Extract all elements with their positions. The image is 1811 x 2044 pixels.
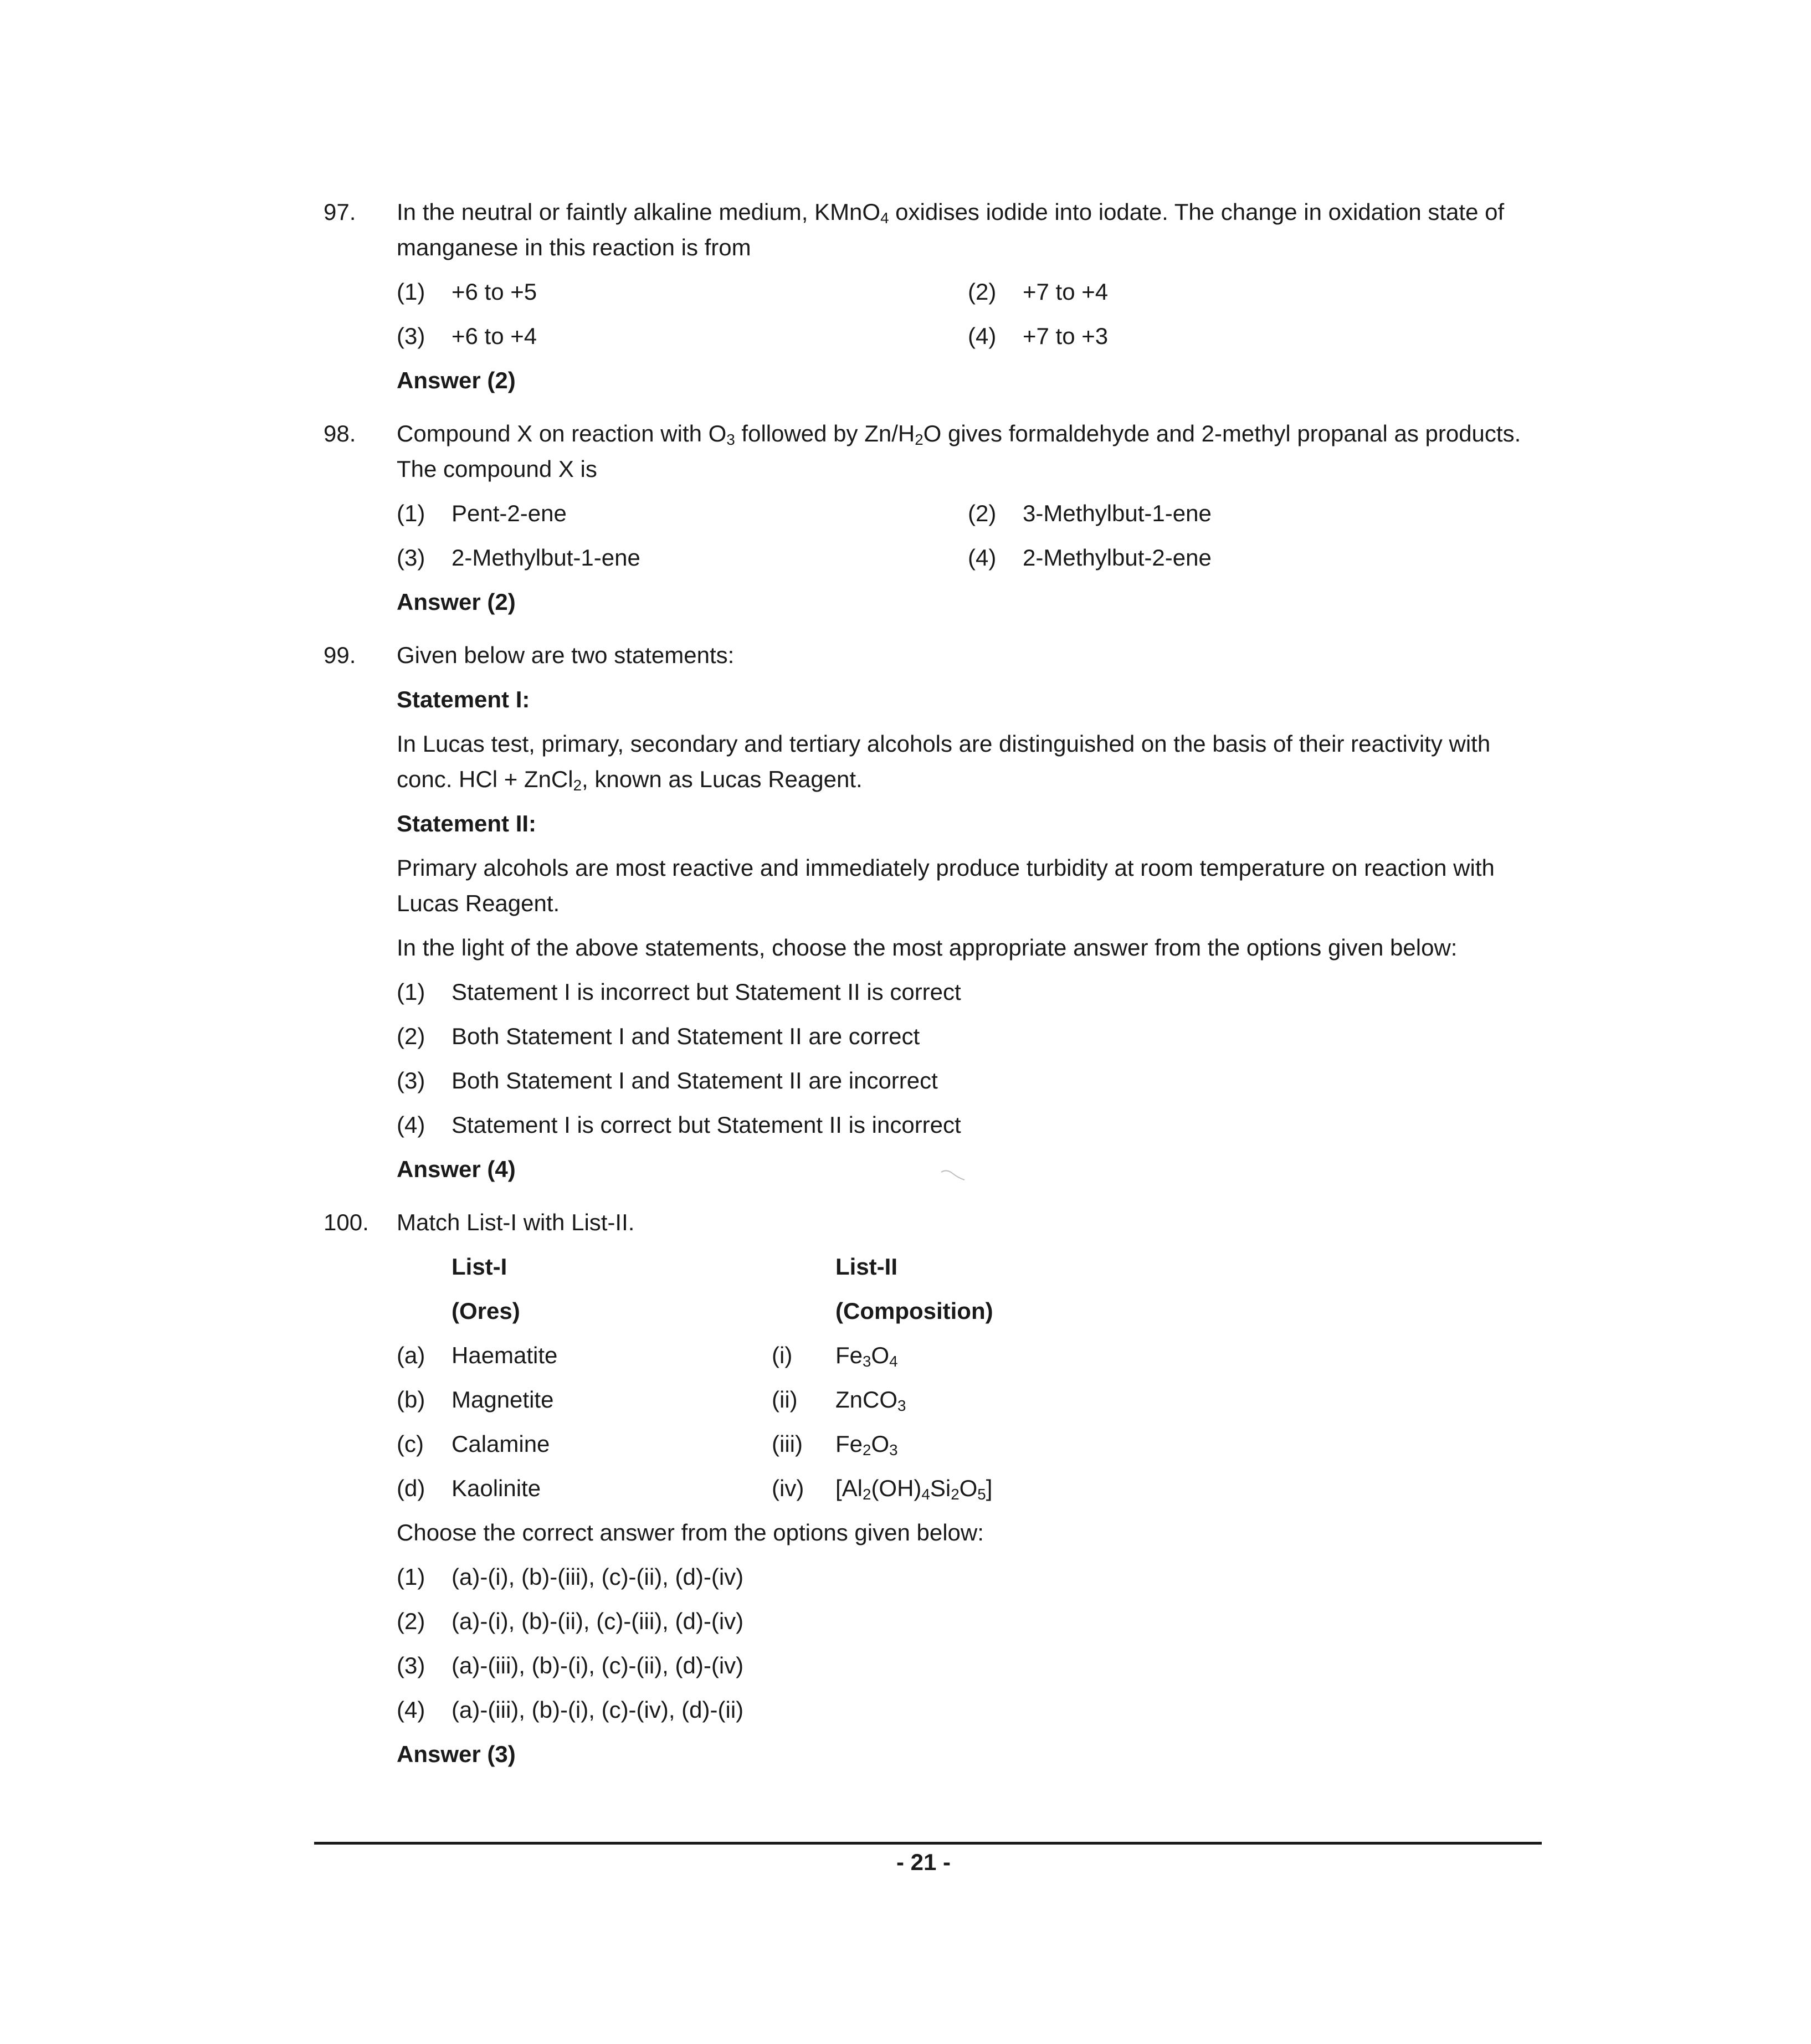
option-number: (4) [397, 1697, 425, 1723]
question-number: 97. [324, 199, 356, 225]
option-number: (2) [397, 1608, 425, 1634]
option-number: (3) [397, 323, 425, 349]
list-2-subheading: (Composition) [835, 1298, 993, 1324]
statement-2-heading: Statement II: [397, 810, 537, 836]
answer-label: Answer (3) [397, 1741, 516, 1767]
answer-label: Answer (2) [397, 367, 516, 393]
option-text: +7 to +3 [1023, 323, 1109, 349]
ore-name: Calamine [452, 1431, 550, 1457]
question-number: 100. [324, 1209, 369, 1235]
composition-formula: ZnCO$_3$ [835, 1386, 906, 1415]
question-stem-continued: manganese in this reaction is from [397, 234, 751, 260]
pen-mark [940, 1168, 966, 1182]
composition-formula: $Fe_3O_4$ [835, 1342, 898, 1370]
ore-name: Haematite [452, 1342, 558, 1368]
composition-formula: $Fe_2O_3$ [835, 1431, 898, 1459]
option-number: (1) [397, 279, 425, 305]
question-stem: Compound X on reaction with $O_3$ followed by $Zn/H_2O$ gives formaldehyde and 2-methyl propanal as products. [397, 420, 1521, 449]
statement-1-heading: Statement I: [397, 686, 530, 712]
answer-label: Answer (2) [397, 589, 516, 615]
row-key: (d) [397, 1475, 425, 1501]
instruction-text: In the light of the above statements, choose the most appropriate answer from the options given below: [397, 934, 1458, 961]
option-number: (1) [397, 979, 425, 1005]
option-number: (4) [968, 323, 997, 349]
row-key: (c) [397, 1431, 424, 1457]
option-number: (3) [397, 1067, 425, 1093]
option-number: (1) [397, 1564, 425, 1590]
question-stem: In the neutral or faintly alkaline medium, KMnO$_4$ oxidises iodide into iodate. The change in oxidation state of [397, 199, 1505, 227]
row-key: (a) [397, 1342, 425, 1368]
question-stem: Match List-I with List-II. [397, 1209, 635, 1235]
option-number: (2) [968, 500, 997, 526]
option-number: (2) [968, 279, 997, 305]
option-text: (a)-(iii), (b)-(i), (c)-(iv), (d)-(ii) [452, 1697, 744, 1723]
option-text: 2-Methylbut-2-ene [1023, 545, 1212, 571]
row-roman: (i) [772, 1342, 793, 1368]
option-text: (a)-(iii), (b)-(i), (c)-(ii), (d)-(iv) [452, 1652, 744, 1678]
list-1-subheading: (Ores) [452, 1298, 520, 1324]
option-text: +6 to +4 [452, 323, 537, 349]
statement-1-text: In Lucas test, primary, secondary and tertiary alcohols are distinguished on the basis of their reactivity with [397, 731, 1491, 757]
page-number: - 21 - [896, 1849, 951, 1875]
question-number: 99. [324, 642, 356, 668]
option-text: 3-Methylbut-1-ene [1023, 500, 1212, 526]
option-number: (3) [397, 1652, 425, 1678]
list-1-heading: List-I [452, 1254, 507, 1280]
question-stem-continued: The compound X is [397, 456, 597, 482]
option-text: (a)-(i), (b)-(iii), (c)-(ii), (d)-(iv) [452, 1564, 744, 1590]
option-text: Statement I is correct but Statement II is incorrect [452, 1112, 961, 1138]
row-roman: (iv) [772, 1475, 804, 1501]
option-text: 2-Methylbut-1-ene [452, 545, 640, 571]
option-text: (a)-(i), (b)-(ii), (c)-(iii), (d)-(iv) [452, 1608, 744, 1634]
row-key: (b) [397, 1386, 425, 1413]
answer-label: Answer (4) [397, 1156, 516, 1182]
ore-name: Magnetite [452, 1386, 554, 1413]
instruction-text: Choose the correct answer from the options given below: [397, 1519, 984, 1545]
composition-formula: $[Al_2(OH)_4Si_2O_5]$ [835, 1475, 993, 1503]
footer-rule [314, 1842, 1542, 1845]
statement-2-text: Primary alcohols are most reactive and immediately produce turbidity at room temperature on reaction with [397, 855, 1495, 881]
question-stem: Given below are two statements: [397, 642, 735, 668]
statement-2-text-continued: Lucas Reagent. [397, 890, 560, 916]
option-number: (4) [968, 545, 997, 571]
option-text: Statement I is incorrect but Statement II is correct [452, 979, 961, 1005]
option-text: Both Statement I and Statement II are incorrect [452, 1067, 938, 1093]
list-2-heading: List-II [835, 1254, 897, 1280]
ore-name: Kaolinite [452, 1475, 541, 1501]
statement-1-text-continued: conc. HCl + ZnCl$_2$, known as Lucas Reagent. [397, 766, 863, 794]
question-number: 98. [324, 420, 356, 446]
option-number: (3) [397, 545, 425, 571]
option-text: +7 to +4 [1023, 279, 1109, 305]
option-text: Both Statement I and Statement II are correct [452, 1023, 920, 1049]
option-text: +6 to +5 [452, 279, 537, 305]
option-text: Pent-2-ene [452, 500, 567, 526]
option-number: (4) [397, 1112, 425, 1138]
row-roman: (iii) [772, 1431, 803, 1457]
row-roman: (ii) [772, 1386, 798, 1413]
option-number: (2) [397, 1023, 425, 1049]
option-number: (1) [397, 500, 425, 526]
